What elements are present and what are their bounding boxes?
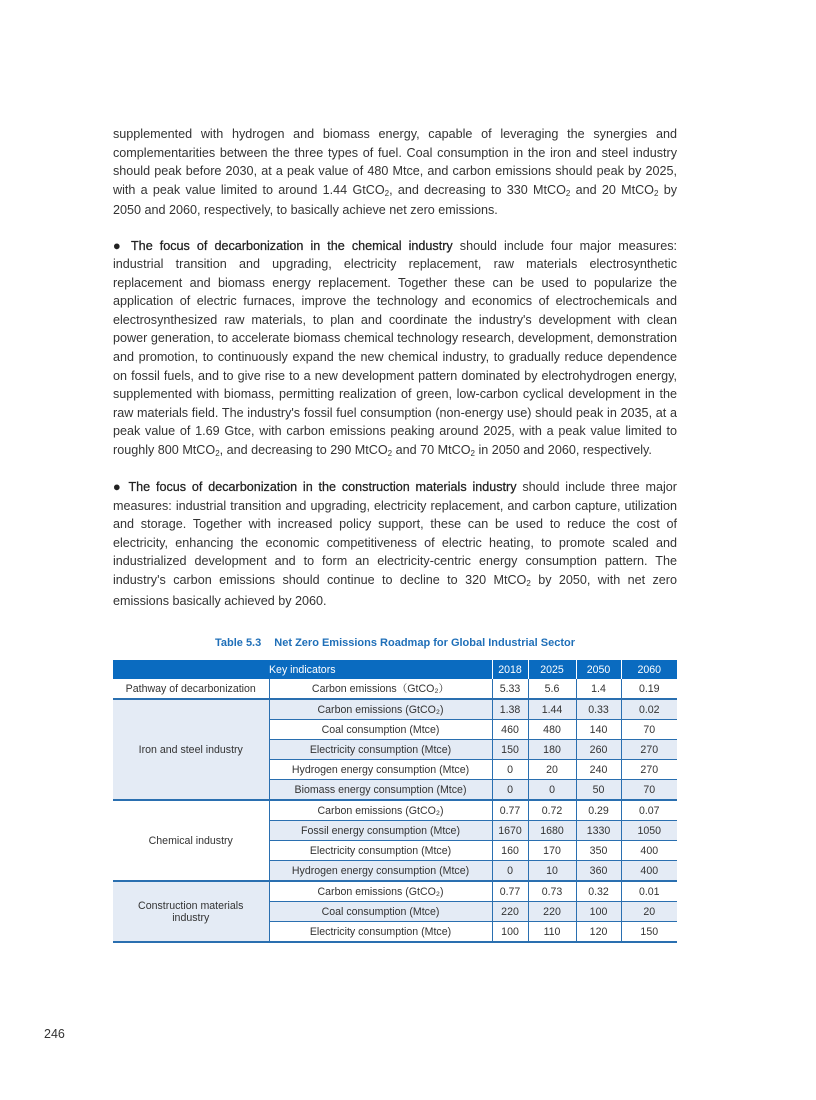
subscript: 2 <box>215 448 220 458</box>
value-cell: 50 <box>576 780 621 801</box>
value-cell: 120 <box>576 922 621 943</box>
group-label: Chemical industry <box>113 800 269 881</box>
paragraph-chemical-industry: ● The focus of decarbonization in the chemical industry should include four major measures: industrial transition and upgrading, electricity replacement, raw materials electrosynthetic replacement and biomass energy replacement. Together these can be used to popularize the application of electric furnaces, improve the technology and economics of electrochemicals and electrosynthesized raw materials, to plan and coordinate the industry's development with clean power generation, to accelerate biomass chemical technology research, development, demonstration and promotion, to continuously expand the new chemical industry, to gradually reduce dependence on fossil fuels, and to give rise to a new development pattern dominated by electrohydrogen energy, supplemented with biomass, permitting realization of green, low-carbon cyclical development in the raw materials field. The industry's fossil fuel consumption (non-energy use) should peak in 2035, at a peak value of 1.69 Gtce, with carbon emissions peaking around 2025, with a peak value limited to roughly 800 MtCO$_2$, and decreasing to 290 MtCO$_2$ and 70 MtCO$_2$ in 2050 and 2060, respectively. <box>113 238 678 458</box>
value-cell: 5.33 <box>492 679 528 699</box>
indicator-cell: Carbon emissions (GtCO₂) <box>269 881 492 902</box>
subscript: 2 <box>526 579 531 589</box>
header-year: 2050 <box>576 660 621 679</box>
value-cell: 0.07 <box>621 800 677 821</box>
value-cell: 260 <box>576 740 621 760</box>
value-cell: 220 <box>492 902 528 922</box>
paragraph-construction-materials: ● The focus of decarbonization in the construction materials industry should include three major measures: industrial transition and upgrading, electricity replacement, and carbon capture, utilization and storage. Together with increased policy support, these can be used to reduce the cost of electricity, enhancing the economic competitiveness of electric heating, to promote scaled and industrialized development and to form an electricity-centric energy consumption pattern. The industry's carbon emissions should continue to decline to 320 MtCO$_2$ by 2050, with net zero emissions basically achieved by 2060. <box>113 480 677 608</box>
value-cell: 0.19 <box>621 679 677 699</box>
value-cell: 270 <box>621 740 677 760</box>
value-cell: 1.44 <box>528 699 576 720</box>
group-label: Pathway of decarbonization <box>113 679 269 699</box>
value-cell: 1050 <box>621 821 677 841</box>
indicator-cell: Carbon emissions (GtCO₂) <box>269 699 492 720</box>
group-label: Iron and steel industry <box>113 699 269 800</box>
value-cell: 240 <box>576 760 621 780</box>
indicator-cell: Coal consumption (Mtce) <box>269 720 492 740</box>
body-text <box>113 125 677 610</box>
group-label: Construction materials industry <box>113 881 269 942</box>
indicator-cell: Carbon emissions（GtCO₂） <box>269 679 492 699</box>
paragraph-lead: ● The focus of decarbonization in the construction materials industry <box>113 480 517 495</box>
value-cell: 400 <box>621 841 677 861</box>
subscript: 2 <box>384 188 390 198</box>
value-cell: 180 <box>528 740 576 760</box>
table-row <box>113 679 677 699</box>
value-cell: 350 <box>576 841 621 861</box>
header-key-indicators: Key indicators <box>113 660 492 679</box>
value-cell: 0.32 <box>576 881 621 902</box>
subscript: 2 <box>470 448 475 458</box>
subscript: 2 <box>653 188 659 198</box>
value-cell: 0.77 <box>492 881 528 902</box>
value-cell: 20 <box>621 902 677 922</box>
value-cell: 1680 <box>528 821 576 841</box>
table-header-row <box>113 660 677 679</box>
value-cell: 0.77 <box>492 800 528 821</box>
roadmap-table <box>113 660 677 943</box>
value-cell: 1.38 <box>492 699 528 720</box>
header-year: 2060 <box>621 660 677 679</box>
table-row <box>113 699 677 720</box>
table-row <box>113 881 677 902</box>
value-cell: 0.29 <box>576 800 621 821</box>
table-caption <box>113 637 677 649</box>
table-caption-title: Net Zero Emissions Roadmap for Global Industrial Sector <box>274 637 576 649</box>
value-cell: 110 <box>528 922 576 943</box>
value-cell: 220 <box>528 902 576 922</box>
indicator-cell: Coal consumption (Mtce) <box>269 902 492 922</box>
paragraph-lead: ● The focus of decarbonization in the chemical industry <box>113 238 453 253</box>
value-cell: 0.01 <box>621 881 677 902</box>
indicator-cell: Hydrogen energy consumption (Mtce) <box>269 861 492 882</box>
value-cell: 10 <box>528 861 576 882</box>
table-caption-number: Table 5.3 <box>214 637 262 649</box>
value-cell: 0 <box>492 780 528 801</box>
header-year: 2018 <box>492 660 528 679</box>
value-cell: 150 <box>492 740 528 760</box>
table-row <box>113 800 677 821</box>
value-cell: 5.6 <box>528 679 576 699</box>
value-cell: 270 <box>621 760 677 780</box>
indicator-cell: Hydrogen energy consumption (Mtce) <box>269 760 492 780</box>
value-cell: 160 <box>492 841 528 861</box>
value-cell: 170 <box>528 841 576 861</box>
paragraph-iron-steel: supplemented with hydrogen and biomass energy, capable of leveraging the synergies and complementarities between the three types of fuel. Coal consumption in the iron and steel industry should peak before 2030, at a peak value of 480 Mtce, and carbon emissions should peak by 2025, with a peak value limited to around 1.44 GtCO$_2$, and decreasing to 330 MtCO$_2$ and 20 MtCO$_2$ by 2050 and 2060, respectively, to basically achieve net zero emissions. <box>113 127 677 218</box>
indicator-cell: Carbon emissions (GtCO₂) <box>269 800 492 821</box>
value-cell: 480 <box>528 720 576 740</box>
value-cell: 140 <box>576 720 621 740</box>
value-cell: 70 <box>621 780 677 801</box>
value-cell: 400 <box>621 861 677 882</box>
value-cell: 0.73 <box>528 881 576 902</box>
value-cell: 0 <box>492 861 528 882</box>
value-cell: 20 <box>528 760 576 780</box>
value-cell: 1.4 <box>576 679 621 699</box>
table-body <box>113 679 677 942</box>
value-cell: 460 <box>492 720 528 740</box>
subscript: 2 <box>387 448 393 458</box>
value-cell: 1670 <box>492 821 528 841</box>
value-cell: 1330 <box>576 821 621 841</box>
indicator-cell: Electricity consumption (Mtce) <box>269 922 492 943</box>
value-cell: 0.72 <box>528 800 576 821</box>
indicator-cell: Electricity consumption (Mtce) <box>269 740 492 760</box>
indicator-cell: Fossil energy consumption (Mtce) <box>269 821 492 841</box>
value-cell: 100 <box>576 902 621 922</box>
value-cell: 0.02 <box>621 699 677 720</box>
value-cell: 360 <box>576 861 621 882</box>
header-year: 2025 <box>528 660 576 679</box>
value-cell: 0.33 <box>576 699 621 720</box>
value-cell: 100 <box>492 922 528 943</box>
value-cell: 150 <box>621 922 677 943</box>
indicator-cell: Biomass energy consumption (Mtce) <box>269 780 492 801</box>
value-cell: 0 <box>528 780 576 801</box>
value-cell: 0 <box>492 760 528 780</box>
value-cell: 70 <box>621 720 677 740</box>
page-number: 246 <box>44 1027 65 1041</box>
subscript: 2 <box>565 188 571 198</box>
indicator-cell: Electricity consumption (Mtce) <box>269 841 492 861</box>
